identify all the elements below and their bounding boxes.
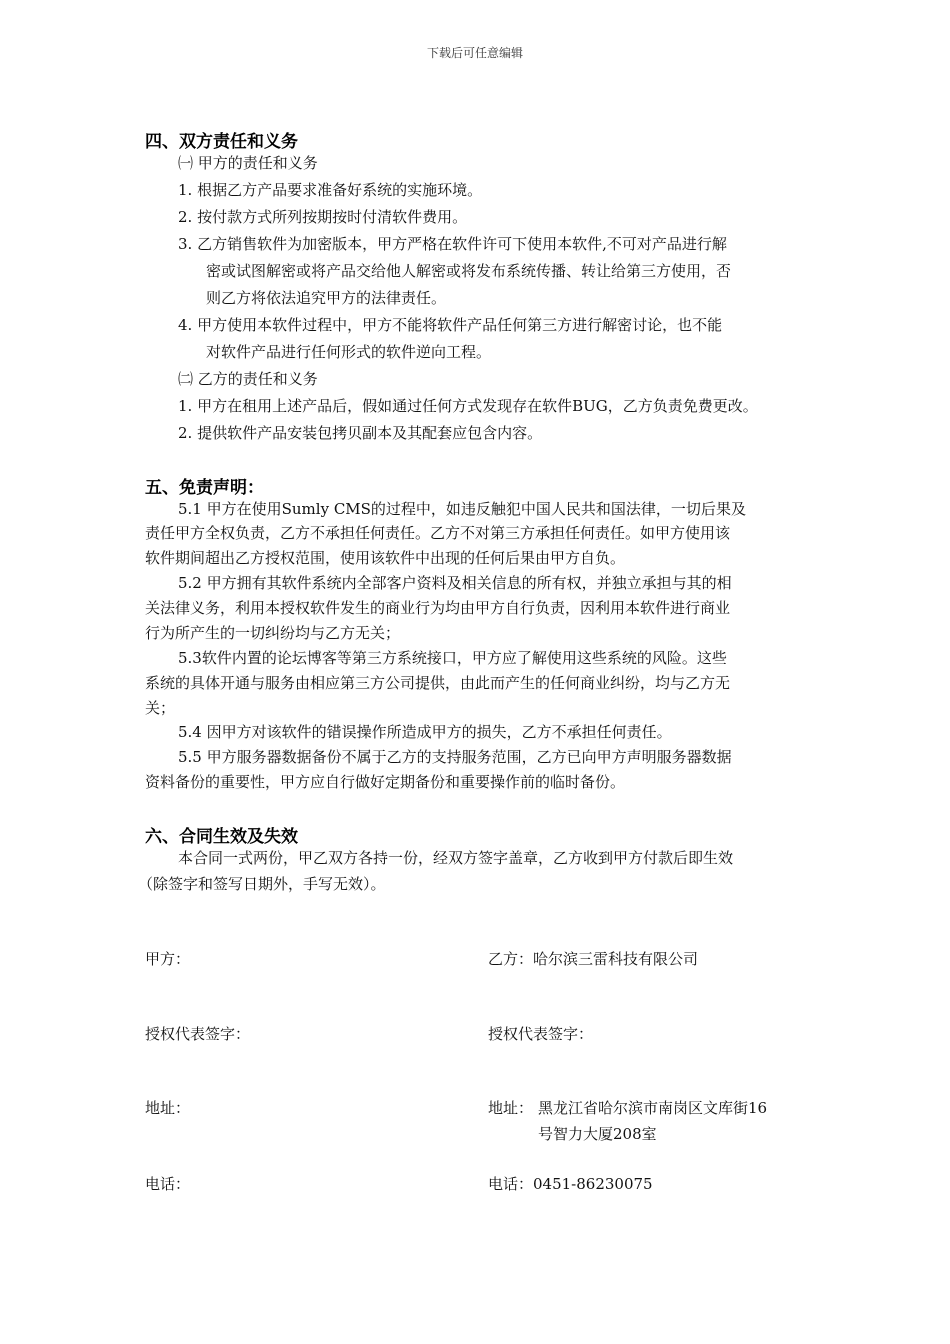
page-header: 下载后可任意编辑 <box>426 46 523 60</box>
section-4-title: 四、双方责任和义务 <box>145 132 298 152</box>
clause-5-2-line1: 5.2 甲方拥有其软件系统内全部客户资料及相关信息的所有权，并独立承担与其的相 <box>178 574 732 592</box>
clause-5-1-line1: 5.1 甲方在使用Sumly CMS的过程中，如违反触犯中国人民共和国法律，一切后果及 <box>178 500 746 518</box>
party-b-name: 乙方：哈尔滨三雷科技有限公司 <box>488 950 699 968</box>
item-b2: 2. 提供软件产品安装包拷贝副本及其配套应包含内容。 <box>178 424 543 442</box>
party-b-address-line1: 黑龙江省哈尔滨市南岗区文库街16 <box>538 1099 768 1117</box>
item-a3-line2: 密或试图解密或将产品交给他人解密或将发布系统传播、转让给第三方使用，否 <box>206 262 732 280</box>
clause-5-2-line3: 行为所产生的一切纠纷均与乙方无关； <box>145 624 401 642</box>
item-b1: 1. 甲方在租用上述产品后，假如通过任何方式发现存在软件BUG，乙方负责免费更改。 <box>178 397 758 415</box>
party-b-rep-signature: 授权代表签字： <box>488 1025 594 1043</box>
party-a-phone: 电话： <box>145 1175 191 1193</box>
party-a-rep-signature: 授权代表签字： <box>145 1025 251 1043</box>
item-a3-line3: 则乙方将依法追究甲方的法律责任。 <box>206 289 447 307</box>
clause-5-2-line2: 关法律义务，利用本授权软件发生的商业行为均由甲方自行负责，因利用本软件进行商业 <box>145 599 731 617</box>
party-b-address-label: 地址： <box>488 1099 534 1117</box>
section-5-title: 五、免责声明： <box>145 478 264 498</box>
party-b-address-line2: 号智力大厦208室 <box>538 1125 657 1143</box>
section-4-sub-a: ㈠ 甲方的责任和义务 <box>178 154 318 172</box>
section-4-sub-b: ㈡ 乙方的责任和义务 <box>178 370 318 388</box>
item-a4-line2: 对软件产品进行任何形式的软件逆向工程。 <box>206 343 492 361</box>
party-a-label: 甲方： <box>145 950 191 968</box>
party-b-phone: 电话：0451-86230075 <box>488 1175 653 1193</box>
effect-line2: （除签字和签写日期外，手写无效）。 <box>138 875 386 893</box>
item-a2: 2. 按付款方式所列按期按时付清软件费用。 <box>178 208 468 226</box>
clause-5-5-line1: 5.5 甲方服务器数据备份不属于乙方的支持服务范围，乙方已向甲方声明服务器数据 <box>178 748 732 766</box>
clause-5-1-line2: 责任甲方全权负责，乙方不承担任何责任。乙方不对第三方承担任何责任。如甲方使用该 <box>145 524 731 542</box>
clause-5-3-line1: 5.3软件内置的论坛博客等第三方系统接口，甲方应了解使用这些系统的风险。这些 <box>178 649 727 667</box>
clause-5-3-line2: 系统的具体开通与服务由相应第三方公司提供，由此而产生的任何商业纠纷，均与乙方无 <box>145 674 731 692</box>
clause-5-3-line3: 关； <box>145 699 176 717</box>
effect-line1: 本合同一式两份，甲乙双方各持一份，经双方签字盖章，乙方收到甲方付款后即生效 <box>178 849 734 867</box>
item-a3-line1: 3. 乙方销售软件为加密版本，甲方严格在软件许可下使用本软件,不可对产品进行解 <box>178 235 727 253</box>
clause-5-4-line1: 5.4 因甲方对该软件的错误操作所造成甲方的损失，乙方不承担任何责任。 <box>178 723 672 741</box>
item-a1: 1. 根据乙方产品要求准备好系统的实施环境。 <box>178 181 483 199</box>
clause-5-1-line3: 软件期间超出乙方授权范围，使用该软件中出现的任何后果由甲方自负。 <box>145 549 626 567</box>
section-6-title: 六、合同生效及失效 <box>145 827 298 847</box>
clause-5-5-line2: 资料备份的重要性，甲方应自行做好定期备份和重要操作前的临时备份。 <box>145 773 626 791</box>
item-a4-line1: 4. 甲方使用本软件过程中，甲方不能将软件产品任何第三方进行解密讨论，也不能 <box>178 316 723 334</box>
party-a-address: 地址： <box>145 1099 191 1117</box>
